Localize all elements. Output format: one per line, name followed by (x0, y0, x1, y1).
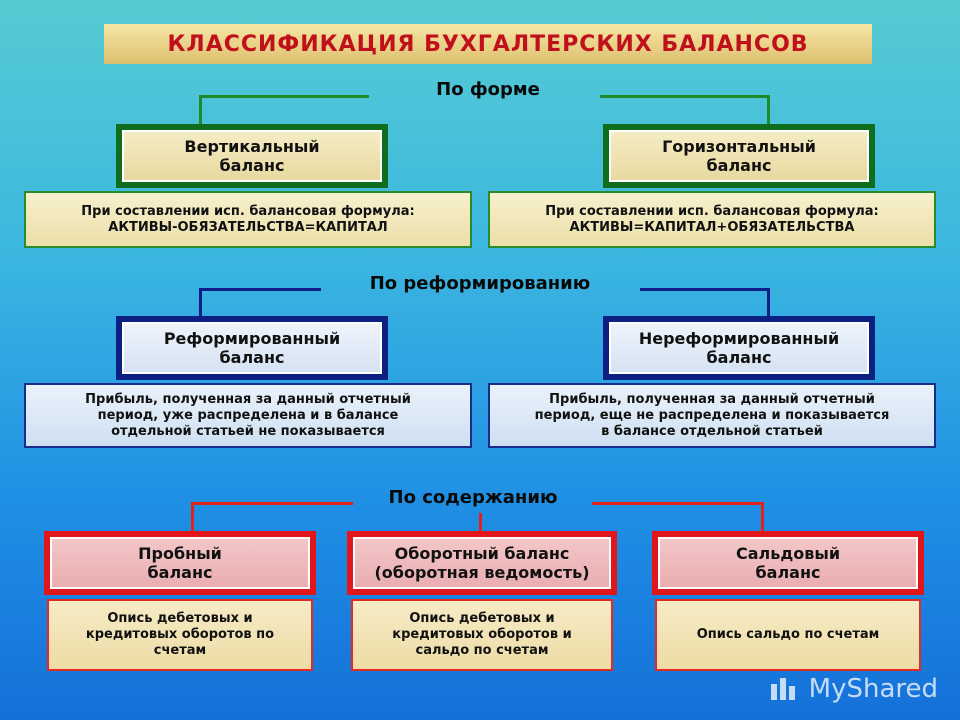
box-turnover-balance (347, 531, 617, 595)
horizontal-balance-title-line2: баланс (706, 156, 772, 175)
desc-turnover-line2: кредитовых оборотов и (392, 627, 572, 642)
trial-balance-title-line2: баланс (147, 563, 213, 582)
desc-trial-line1: Опись дебетовых и (107, 611, 253, 626)
desc-trial-line2: кредитовых оборотов по (85, 627, 275, 642)
page-title: КЛАССИФИКАЦИЯ БУХГАЛТЕРСКИХ БАЛАНСОВ (104, 24, 872, 64)
desc-vertical-balance (24, 191, 472, 248)
watermark (769, 674, 938, 704)
desc-reformed-line2: период, уже распределена и в балансе (97, 407, 399, 423)
desc-reformed-line3: отдельной статьей не показывается (111, 423, 385, 439)
desc-trial-line3: счетам (153, 643, 207, 658)
box-reformed-balance (116, 316, 388, 380)
desc-saldo-balance (655, 599, 921, 671)
unreformed-balance-title-line1: Нереформированный (638, 329, 840, 348)
box-vertical-balance (116, 124, 388, 188)
desc-saldo-line1: Опись сальдо по счетам (696, 627, 880, 642)
reformed-balance-title-line1: Реформированный (163, 329, 341, 348)
desc-reformed-balance (24, 383, 472, 448)
desc-unreformed-balance (488, 383, 936, 448)
saldo-balance-title-line2: баланс (755, 563, 821, 582)
watermark-text: MyShared (808, 674, 938, 704)
turnover-balance-title-line2: (оборотная ведомость) (374, 563, 590, 582)
box-trial-balance (44, 531, 316, 595)
desc-unreformed-line2: период, еще не распределена и показывается (534, 407, 890, 423)
desc-vertical-line1: При составлении исп. балансовая формула: (81, 203, 415, 219)
desc-turnover-balance (351, 599, 613, 671)
vertical-balance-title-line1: Вертикальный (184, 137, 320, 156)
box-unreformed-balance (603, 316, 875, 380)
reformed-balance-title-line2: баланс (219, 348, 285, 367)
desc-horizontal-balance (488, 191, 936, 248)
horizontal-balance-title-line1: Горизонтальный (662, 137, 816, 156)
section-label-content: По содержанию (388, 487, 558, 508)
desc-vertical-line2: АКТИВЫ-ОБЯЗАТЕЛЬСТВА=КАПИТАЛ (108, 219, 388, 235)
desc-unreformed-line3: в балансе отдельной статьей (601, 423, 823, 439)
desc-horizontal-line1: При составлении исп. балансовая формула: (545, 203, 879, 219)
saldo-balance-title-line1: Сальдовый (735, 544, 841, 563)
desc-turnover-line1: Опись дебетовых и (409, 611, 555, 626)
box-saldo-balance (652, 531, 924, 595)
turnover-balance-title-line1: Оборотный баланс (394, 544, 570, 563)
desc-horizontal-line2: АКТИВЫ=КАПИТАЛ+ОБЯЗАТЕЛЬСТВА (569, 219, 855, 235)
desc-trial-balance (47, 599, 313, 671)
trial-balance-title-line1: Пробный (138, 544, 222, 563)
box-horizontal-balance (603, 124, 875, 188)
desc-reformed-line1: Прибыль, полученная за данный отчетный (85, 391, 411, 407)
desc-unreformed-line1: Прибыль, полученная за данный отчетный (549, 391, 875, 407)
desc-turnover-line3: сальдо по счетам (415, 643, 549, 658)
watermark-logo-icon (769, 674, 803, 704)
section-label-form: По форме (436, 79, 540, 100)
unreformed-balance-title-line2: баланс (706, 348, 772, 367)
section-label-reform: По реформированию (369, 273, 591, 294)
vertical-balance-title-line2: баланс (219, 156, 285, 175)
